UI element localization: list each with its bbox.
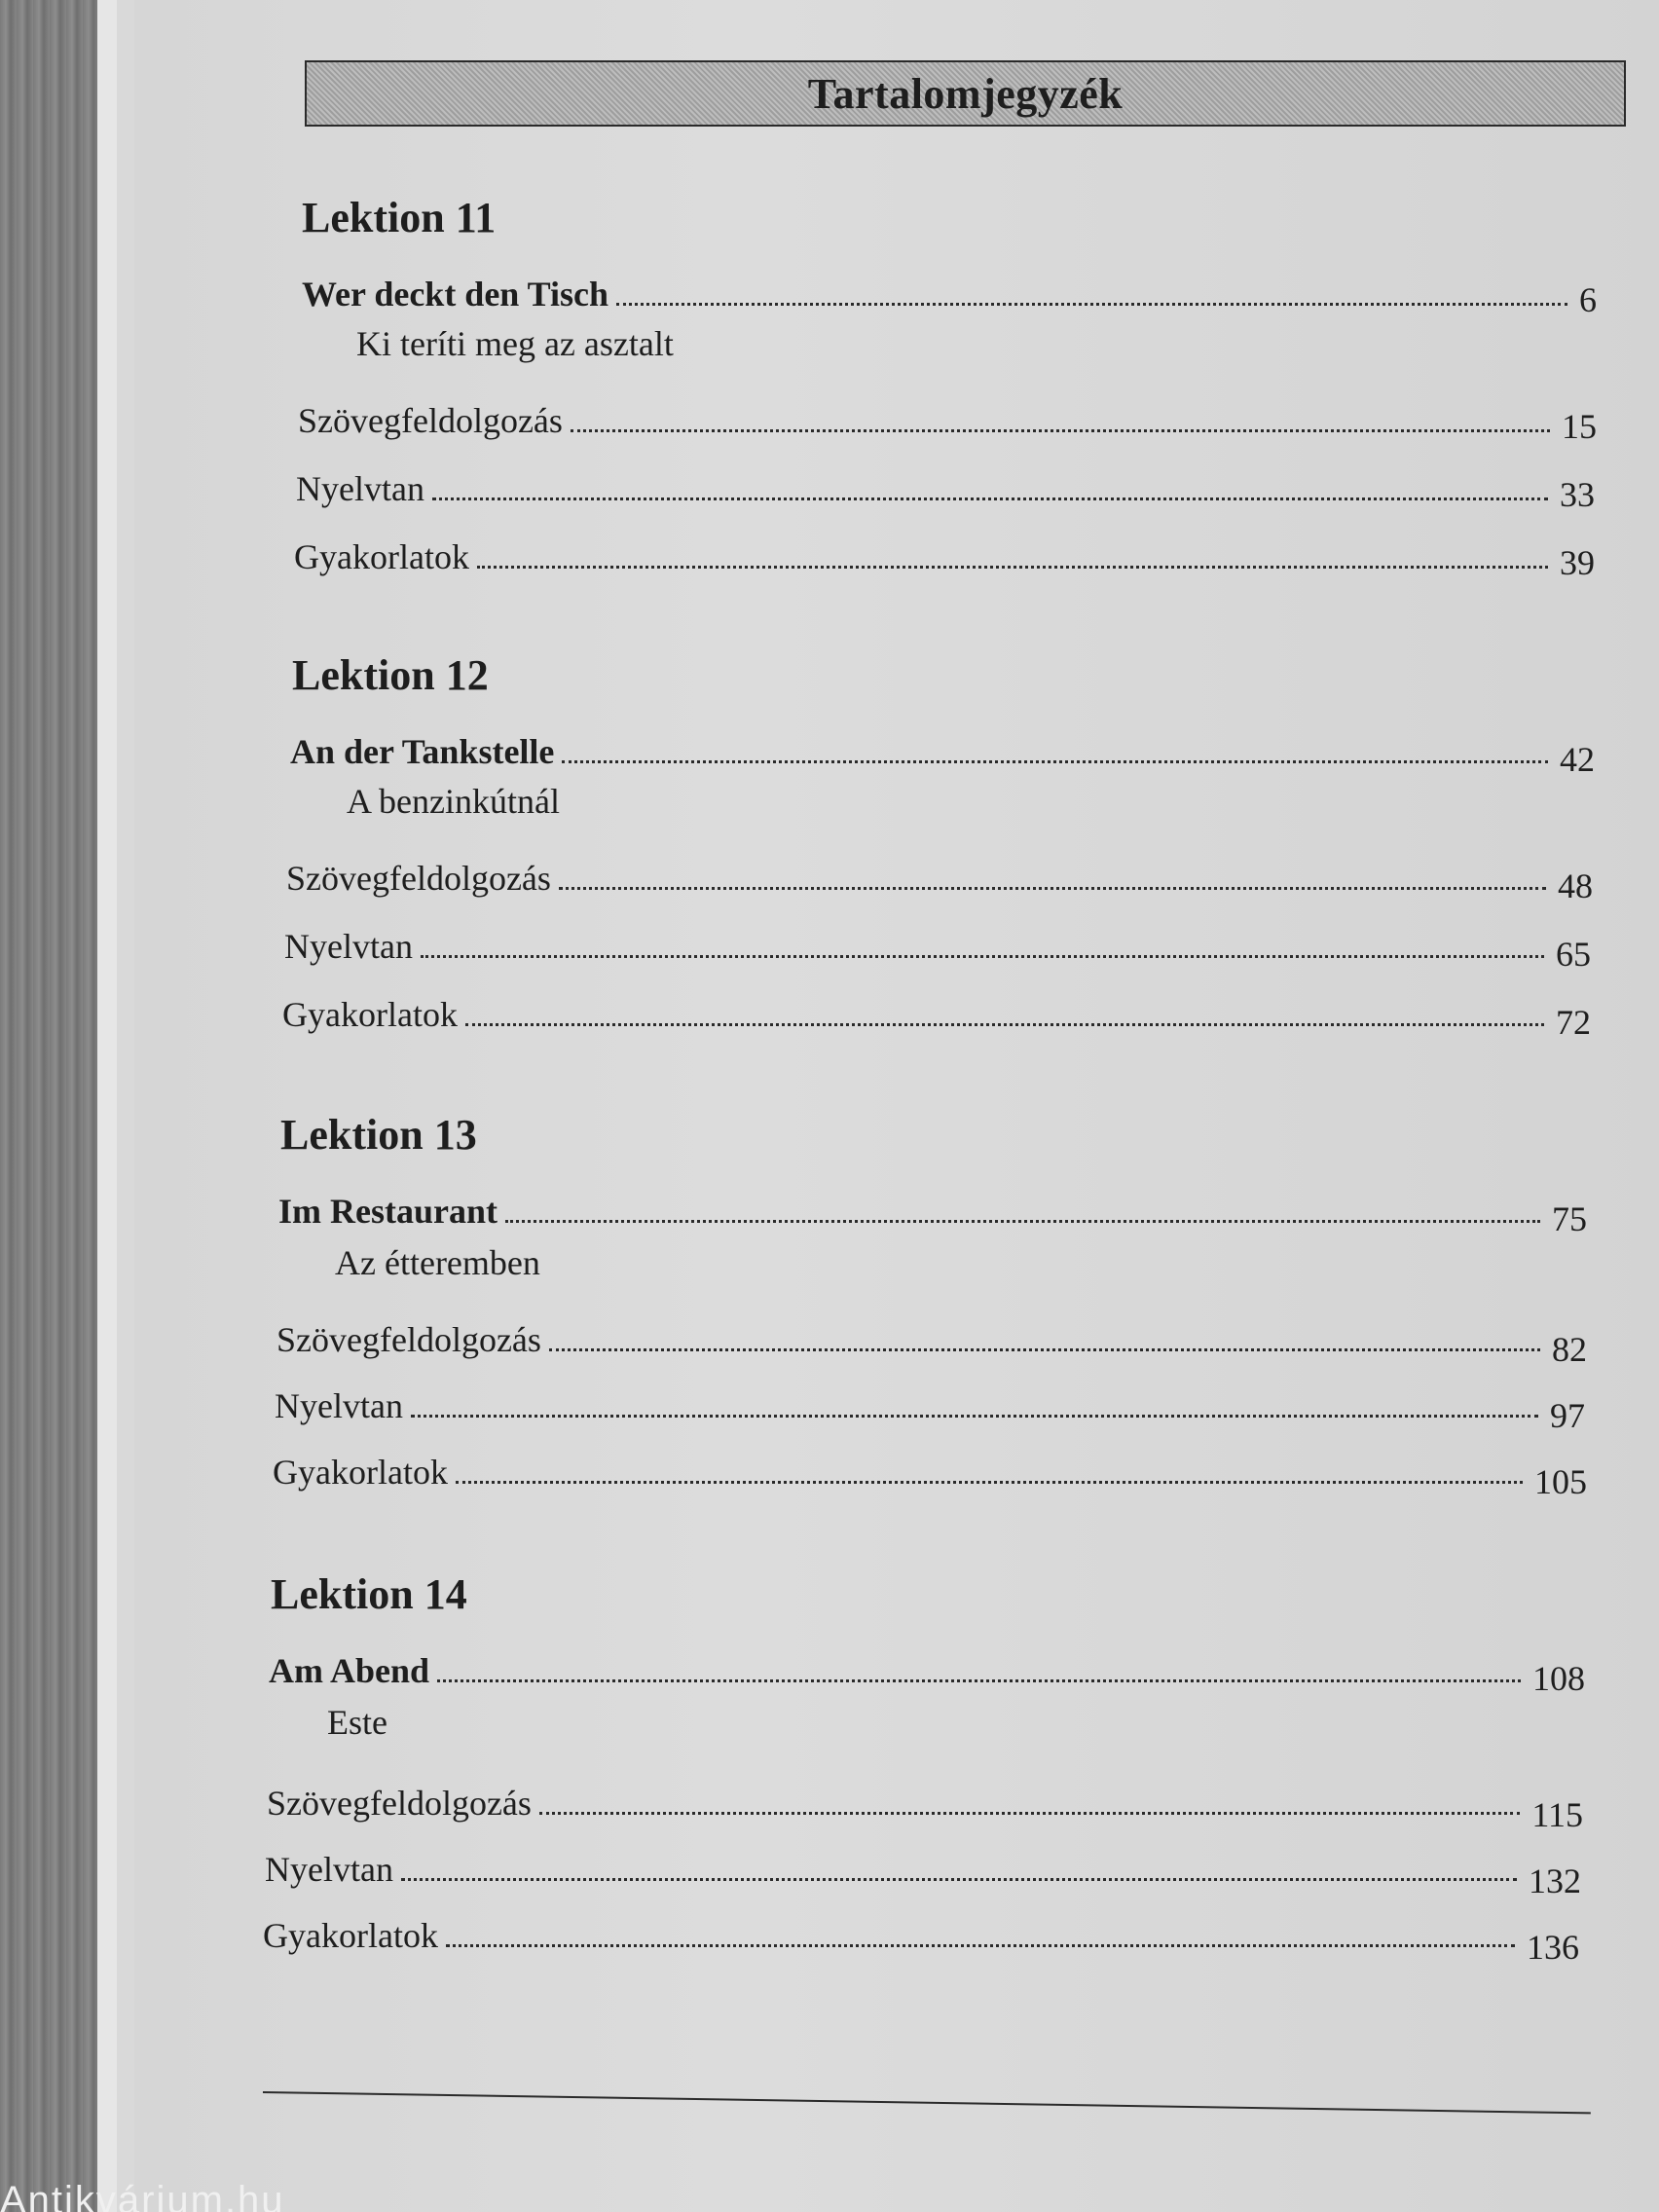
- page-number: 82: [1552, 1330, 1587, 1369]
- page-number: 115: [1531, 1795, 1583, 1834]
- toc-entry[interactable]: [282, 985, 1591, 1042]
- toc-entry[interactable]: [275, 1377, 1585, 1435]
- dot-leader: [616, 303, 1567, 306]
- dot-leader: [432, 498, 1548, 500]
- entry-label: Gyakorlatok: [263, 1916, 438, 1955]
- dot-leader: [465, 1023, 1544, 1026]
- entry-subtitle: Ki teríti meg az asztalt: [356, 324, 674, 363]
- entry-subtitle: A benzinkútnál: [347, 782, 560, 821]
- toc-entry-main[interactable]: [290, 722, 1595, 779]
- entry-subtitle: Az étteremben: [335, 1243, 540, 1282]
- dot-leader: [562, 760, 1548, 763]
- toc-entry[interactable]: [267, 1774, 1583, 1834]
- entry-subtitle: Este: [327, 1703, 387, 1742]
- dot-leader: [539, 1812, 1520, 1815]
- entry-label: Szövegfeldolgozás: [286, 859, 551, 898]
- page-number: 39: [1560, 543, 1595, 582]
- lesson-heading: Lektion 11: [302, 194, 497, 241]
- page-number: 105: [1534, 1462, 1587, 1501]
- entry-title: Am Abend: [269, 1651, 430, 1690]
- toc-entry[interactable]: [294, 528, 1595, 582]
- lesson-heading: Lektion 12: [292, 651, 489, 699]
- page-number: 48: [1558, 866, 1593, 905]
- entry-label: Gyakorlatok: [273, 1453, 448, 1492]
- dot-leader: [446, 1944, 1515, 1947]
- page-number: 72: [1556, 1003, 1591, 1042]
- entry-label: Nyelvtan: [275, 1386, 403, 1425]
- entry-label: Szövegfeldolgozás: [267, 1784, 532, 1823]
- entry-label: Gyakorlatok: [282, 995, 458, 1034]
- entry-title: Wer deckt den Tisch: [302, 275, 609, 313]
- entry-label: Nyelvtan: [296, 469, 424, 508]
- entry-label: Nyelvtan: [265, 1850, 393, 1889]
- dot-leader: [401, 1878, 1517, 1881]
- page-number: 33: [1560, 475, 1595, 514]
- toc-entry[interactable]: [276, 1310, 1587, 1369]
- dot-leader: [505, 1220, 1540, 1223]
- page-number: 6: [1579, 280, 1597, 319]
- toc-entry[interactable]: [298, 391, 1597, 446]
- page-number: 42: [1560, 740, 1595, 779]
- toc-entry[interactable]: [273, 1443, 1587, 1501]
- footer-rule: [263, 2091, 1591, 2114]
- dot-leader: [549, 1348, 1540, 1351]
- page-number: 15: [1562, 407, 1597, 446]
- page-number: 136: [1527, 1928, 1579, 1967]
- toc-entry-main[interactable]: [278, 1182, 1587, 1238]
- dot-leader: [477, 566, 1548, 569]
- dot-leader: [437, 1679, 1521, 1682]
- dot-leader: [559, 887, 1546, 890]
- dot-leader: [411, 1415, 1538, 1418]
- book-page: [134, 0, 1659, 2212]
- toc-entry[interactable]: [286, 849, 1593, 905]
- entry-title: Im Restaurant: [278, 1192, 498, 1231]
- toc-entry[interactable]: [263, 1906, 1579, 1967]
- dot-leader: [456, 1481, 1523, 1484]
- dot-leader: [571, 429, 1550, 432]
- entry-label: Szövegfeldolgozás: [276, 1320, 541, 1359]
- page-title: Tartalomjegyzék: [807, 69, 1124, 118]
- toc-entry[interactable]: [265, 1840, 1581, 1900]
- dot-leader: [421, 955, 1544, 958]
- page-number: 65: [1556, 935, 1591, 974]
- page-number: 75: [1552, 1199, 1587, 1238]
- entry-title: An der Tankstelle: [290, 732, 555, 771]
- lesson-heading: Lektion 14: [271, 1570, 467, 1618]
- entry-label: Gyakorlatok: [294, 537, 469, 576]
- toc-title-banner: [305, 60, 1626, 127]
- toc-entry-main[interactable]: [269, 1641, 1585, 1698]
- entry-label: Szövegfeldolgozás: [298, 401, 563, 440]
- lesson-heading: Lektion 13: [280, 1111, 477, 1159]
- entry-label: Nyelvtan: [284, 927, 413, 966]
- toc-entry-main[interactable]: [302, 265, 1597, 319]
- page-number: 97: [1550, 1396, 1585, 1435]
- page-number: 108: [1532, 1659, 1585, 1698]
- toc-entry[interactable]: [284, 917, 1591, 974]
- page-number: 132: [1529, 1862, 1581, 1900]
- watermark: Antikvárium.hu: [0, 2179, 285, 2212]
- toc-entry[interactable]: [296, 460, 1595, 514]
